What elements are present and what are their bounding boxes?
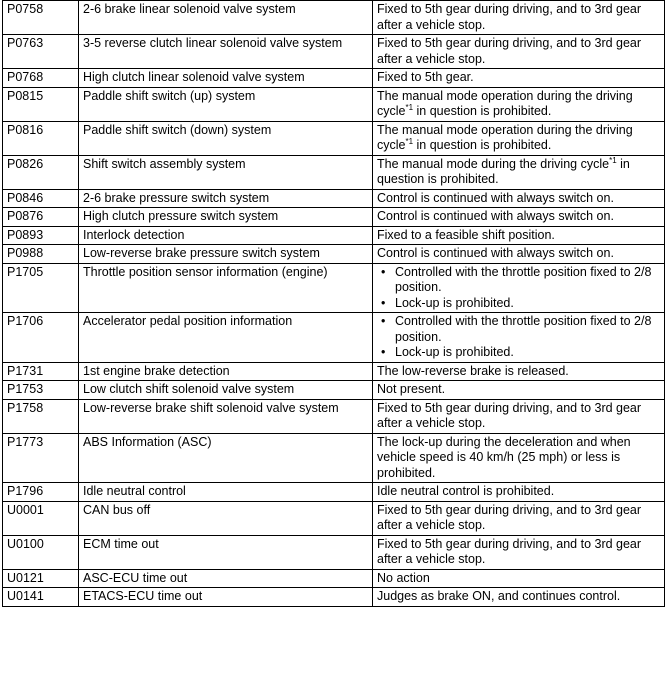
diagnostic-item-cell: High clutch pressure switch system — [79, 208, 373, 227]
fail-safe-action-cell: Fixed to 5th gear. — [373, 69, 665, 88]
diagnostic-item-cell: High clutch linear solenoid valve system — [79, 69, 373, 88]
dtc-code-cell: P0816 — [3, 121, 79, 155]
table-row — [3, 483, 665, 502]
diagnostic-item-cell: ASC-ECU time out — [79, 569, 373, 588]
action-bullet-list — [377, 314, 660, 361]
table-row — [3, 501, 665, 535]
dtc-code-cell: P1706 — [3, 313, 79, 363]
dtc-code-cell: P1796 — [3, 483, 79, 502]
diagnostic-item-cell: Paddle shift switch (up) system — [79, 87, 373, 121]
diagnostic-item-cell: Idle neutral control — [79, 483, 373, 502]
fail-safe-action-cell: The low-reverse brake is released. — [373, 362, 665, 381]
dtc-code-cell: P1773 — [3, 433, 79, 483]
table-row — [3, 399, 665, 433]
table-row — [3, 381, 665, 400]
fail-safe-action-cell: Fixed to 5th gear during driving, and to 3rd gear after a vehicle stop. — [373, 35, 665, 69]
dtc-code-cell: P0763 — [3, 35, 79, 69]
dtc-code-cell: U0100 — [3, 535, 79, 569]
dtc-code-cell: P1705 — [3, 263, 79, 313]
dtc-fail-safe-table — [2, 0, 665, 607]
dtc-code-cell: P1758 — [3, 399, 79, 433]
dtc-code-cell: U0121 — [3, 569, 79, 588]
action-bullet-list — [377, 265, 660, 312]
diagnostic-item-cell: 3-5 reverse clutch linear solenoid valve system — [79, 35, 373, 69]
table-row — [3, 35, 665, 69]
diagnostic-item-cell: Interlock detection — [79, 226, 373, 245]
table-row — [3, 569, 665, 588]
action-text: The manual mode operation during the driving cycle — [377, 122, 633, 152]
table-row — [3, 121, 665, 155]
fail-safe-action-cell: Fixed to a feasible shift position. — [373, 226, 665, 245]
footnote-marker: *1 — [405, 136, 414, 146]
dtc-table-body — [3, 1, 665, 607]
fail-safe-action-cell: Idle neutral control is prohibited. — [373, 483, 665, 502]
action-text: The manual mode operation during the driving cycle — [377, 88, 633, 118]
action-bullet-item: • Controlled with the throttle position fixed to 2/8 position. — [377, 314, 660, 345]
dtc-code-cell: P1731 — [3, 362, 79, 381]
action-text-continued: in question is prohibited. — [377, 156, 630, 186]
diagnostic-item-cell: 2-6 brake pressure switch system — [79, 189, 373, 208]
dtc-code-cell: P0826 — [3, 155, 79, 189]
fail-safe-action-cell: Fixed to 5th gear during driving, and to 3rd gear after a vehicle stop. — [373, 501, 665, 535]
fail-safe-action-cell — [373, 263, 665, 313]
dtc-code-cell: P0768 — [3, 69, 79, 88]
dtc-code-cell: P0758 — [3, 1, 79, 35]
diagnostic-item-cell: Accelerator pedal position information — [79, 313, 373, 363]
fail-safe-action-cell: Control is continued with always switch on. — [373, 189, 665, 208]
dtc-code-cell: P0815 — [3, 87, 79, 121]
table-row — [3, 208, 665, 227]
fail-safe-action-cell: Judges as brake ON, and continues control. — [373, 588, 665, 607]
action-bullet-item: • Lock-up is prohibited. — [377, 345, 660, 361]
diagnostic-item-cell: 1st engine brake detection — [79, 362, 373, 381]
action-text: The manual mode during the driving cycle — [377, 156, 610, 171]
diagnostic-item-cell: Paddle shift switch (down) system — [79, 121, 373, 155]
fail-safe-action-cell — [373, 87, 665, 121]
table-row — [3, 362, 665, 381]
table-row — [3, 588, 665, 607]
fail-safe-action-cell: Control is continued with always switch on. — [373, 208, 665, 227]
dtc-code-cell: P0893 — [3, 226, 79, 245]
table-row — [3, 69, 665, 88]
table-row — [3, 1, 665, 35]
fail-safe-action-cell — [373, 155, 665, 189]
dtc-code-cell: U0001 — [3, 501, 79, 535]
action-text-continued: in question is prohibited. — [413, 138, 552, 152]
fail-safe-action-cell: Not present. — [373, 381, 665, 400]
fail-safe-action-cell: The lock-up during the deceleration and when vehicle speed is 40 km/h (25 mph) or less is prohibited. — [373, 433, 665, 483]
table-row — [3, 87, 665, 121]
dtc-code-cell: P1753 — [3, 381, 79, 400]
table-row — [3, 155, 665, 189]
table-row — [3, 535, 665, 569]
dtc-code-cell: P0988 — [3, 245, 79, 264]
table-row — [3, 226, 665, 245]
table-row — [3, 245, 665, 264]
diagnostic-item-cell: Low-reverse brake shift solenoid valve system — [79, 399, 373, 433]
footnote-marker: *1 — [405, 102, 414, 112]
diagnostic-item-cell: ABS Information (ASC) — [79, 433, 373, 483]
fail-safe-action-cell: Fixed to 5th gear during driving, and to 3rd gear after a vehicle stop. — [373, 1, 665, 35]
table-row — [3, 263, 665, 313]
dtc-code-cell: P0876 — [3, 208, 79, 227]
footnote-marker: *1 — [609, 155, 617, 165]
fail-safe-action-cell: Fixed to 5th gear during driving, and to 3rd gear after a vehicle stop. — [373, 399, 665, 433]
diagnostic-item-cell: ETACS-ECU time out — [79, 588, 373, 607]
fail-safe-action-cell: Control is continued with always switch on. — [373, 245, 665, 264]
action-text-continued: in question is prohibited. — [413, 104, 552, 118]
dtc-code-cell: P0846 — [3, 189, 79, 208]
dtc-code-cell: U0141 — [3, 588, 79, 607]
table-row — [3, 189, 665, 208]
fail-safe-action-cell — [373, 121, 665, 155]
fail-safe-action-cell — [373, 313, 665, 363]
diagnostic-item-cell: ECM time out — [79, 535, 373, 569]
fail-safe-action-cell: Fixed to 5th gear during driving, and to 3rd gear after a vehicle stop. — [373, 535, 665, 569]
diagnostic-item-cell: Throttle position sensor information (engine) — [79, 263, 373, 313]
table-row — [3, 433, 665, 483]
diagnostic-item-cell: CAN bus off — [79, 501, 373, 535]
diagnostic-item-cell: 2-6 brake linear solenoid valve system — [79, 1, 373, 35]
diagnostic-item-cell: Low clutch shift solenoid valve system — [79, 381, 373, 400]
diagnostic-item-cell: Low-reverse brake pressure switch system — [79, 245, 373, 264]
action-bullet-item: • Lock-up is prohibited. — [377, 296, 660, 312]
table-row — [3, 313, 665, 363]
fail-safe-action-cell: No action — [373, 569, 665, 588]
action-bullet-item: • Controlled with the throttle position fixed to 2/8 position. — [377, 265, 660, 296]
diagnostic-item-cell: Shift switch assembly system — [79, 155, 373, 189]
